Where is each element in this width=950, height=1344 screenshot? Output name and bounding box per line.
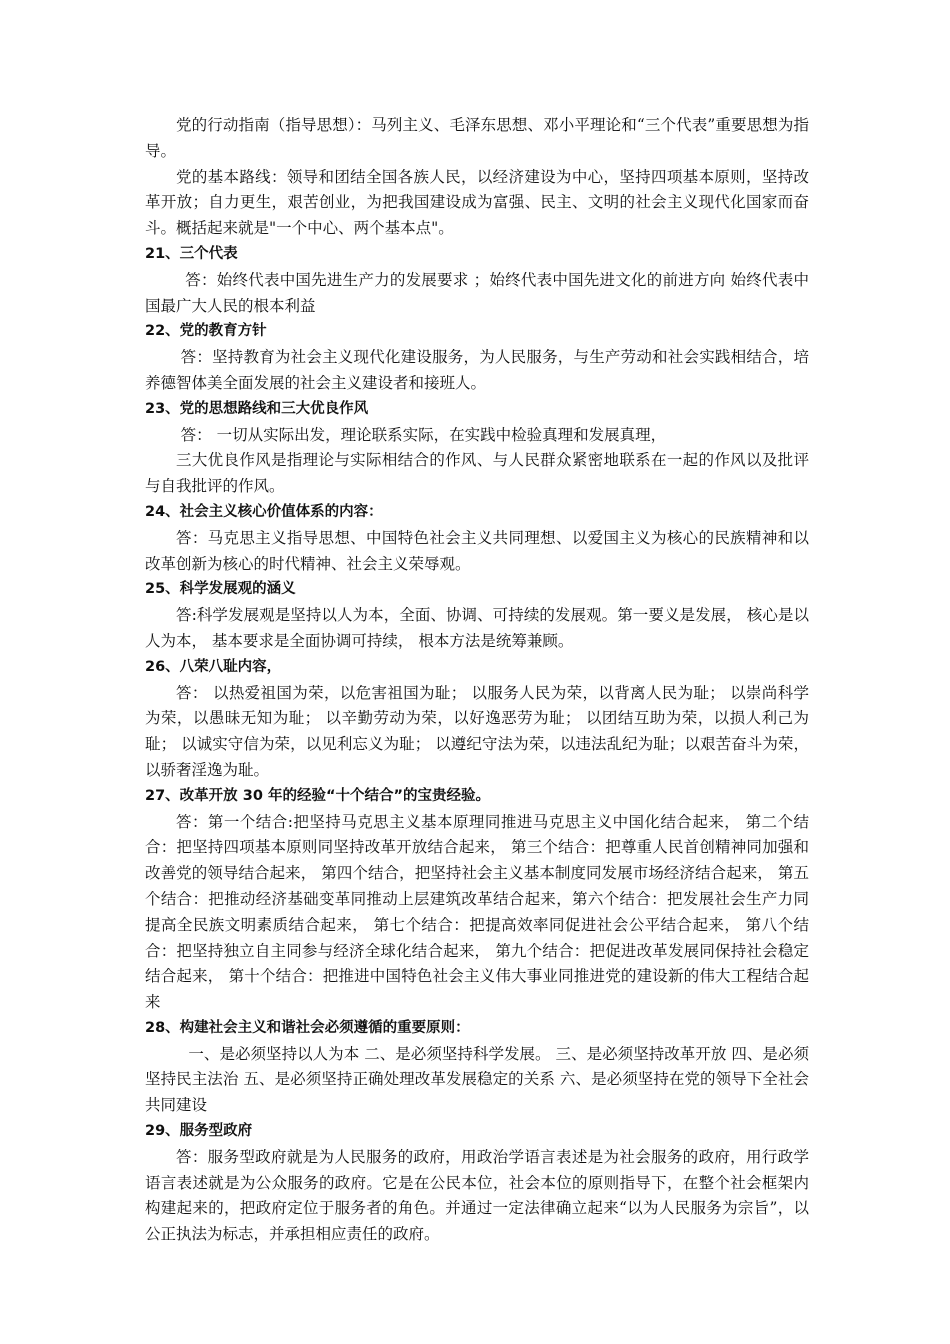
section-answer: 答：坚持教育为社会主义现代化建设服务，为人民服务，与生产劳动和社会实践相结合，培养德智体美全面发展的社会主义建设者和接班人。: [145, 348, 809, 392]
section-28: [145, 1016, 809, 1119]
section-answer: 答：服务型政府就是为人民服务的政府，用政治学语言表述是为社会服务的政府，用行政学语言表述就是为公众服务的政府。它是在公民本位，社会本位的原则指导下，在整个社会框架内构建起来的，把政府定位于服务者的角色。并通过一定法律确立起来“以为人民服务为宗旨”，以公正执法为标志，并承担相应责任的政府。: [145, 1147, 809, 1244]
intro-guideline-paragraph: 党的行动指南（指导思想）：马列主义、毛泽东思想、邓小平理论和“三个代表”重要思想为指导。: [145, 116, 809, 160]
section-heading: 23、党的思想路线和三大优良作风: [145, 400, 369, 417]
section-heading: 27、改革开放 30 年的经验“十个结合”的宝贵经验。: [145, 787, 491, 804]
section-25: [145, 577, 809, 654]
section-answer: 答：第一个结合:把坚持马克思主义基本原理同推进马克思主义中国化结合起来， 第二个结合：把坚持四项基本原则同坚持改革开放结合起来， 第三个结合：把尊重人民首创精神同加强和改善党的领导结合起来， 第四个结合，把坚持社会主义基本制度同发展市场经济结合起来， 第五个结合：把推动经济基础变革同推动上层建筑改革结合起来，第六个结合：把发展社会生产力同提高全民族文明素质结合起来， 第七个结合：把提高效率同促进社会公平结合起来， 第八个结合：把坚持独立自主同参与经济全球化结合起来， 第九个结合：把促进改革发展同保持社会稳定结合起来， 第十个结合：把推进中国特色社会主义伟大事业同推进党的建设新的伟大工程结合起来: [145, 812, 809, 1012]
section-21: [145, 242, 809, 319]
section-27: [145, 784, 809, 1016]
section-heading: 22、党的教育方针: [145, 323, 267, 340]
section-heading: 26、八荣八耻内容，: [145, 658, 282, 675]
section-heading: 28、构建社会主义和谐社会必须遵循的重要原则：: [145, 1019, 470, 1036]
section-23: [145, 397, 809, 500]
section-answer-continued: 三大优良作风是指理论与实际相结合的作风、与人民群众紧密地联系在一起的作风以及批评与自我批评的作风。: [145, 451, 809, 496]
section-answer: 答：始终代表中国先进生产力的发展要求 ；始终代表中国先进文化的前进方向 始终代表中国最广大人民的根本利益: [145, 270, 809, 315]
section-answer: 答:科学发展观是坚持以人为本，全面、协调、可持续的发展观。第一要义是发展， 核心是以人为本， 基本要求是全面协调可持续， 根本方法是统筹兼顾。: [145, 606, 809, 650]
section-heading: 21、三个代表: [145, 245, 238, 262]
section-24: [145, 500, 809, 577]
section-29: [145, 1119, 809, 1248]
document-page: [145, 113, 809, 1248]
section-answer: 一、是必须坚持以人为本 二、是必须坚持科学发展。 三、是必须坚持改革开放 四、是必须坚持民主法治 五、是必须坚持正确处理改革发展稳定的关系 六、是必须坚持在党的领导下全社会共同建设: [145, 1044, 809, 1115]
section-answer: 答：马克思主义指导思想、中国特色社会主义共同理想、以爱国主义为核心的民族精神和以改革创新为核心的时代精神、社会主义荣辱观。: [145, 528, 809, 573]
section-26: [145, 655, 809, 784]
section-22: [145, 319, 809, 396]
section-heading: 24、社会主义核心价值体系的内容：: [145, 503, 383, 520]
intro-basic-line-paragraph: 党的基本路线：领导和团结全国各族人民，以经济建设为中心，坚持四项基本原则，坚持改革开放；自力更生，艰苦创业，为把我国建设成为富强、民主、文明的社会主义现代化国家而奋斗。概括起来就是"一个中心、两个基本点"。: [145, 167, 809, 238]
section-heading: 29、服务型政府: [145, 1123, 253, 1140]
section-answer: 答： 以热爱祖国为荣，以危害祖国为耻； 以服务人民为荣，以背离人民为耻； 以崇尚科学为荣，以愚昧无知为耻； 以辛勤劳动为荣，以好逸恶劳为耻； 以团结互助为荣，以损人利己为耻； 以诚实守信为荣，以见利忘义为耻； 以遵纪守法为荣，以违法乱纪为耻；以艰苦奋斗为荣，以骄奢淫逸为耻。: [145, 683, 809, 779]
section-heading: 25、科学发展观的涵义: [145, 581, 296, 598]
section-answer: 答： 一切从实际出发，理论联系实际，在实践中检验真理和发展真理，: [180, 425, 667, 444]
